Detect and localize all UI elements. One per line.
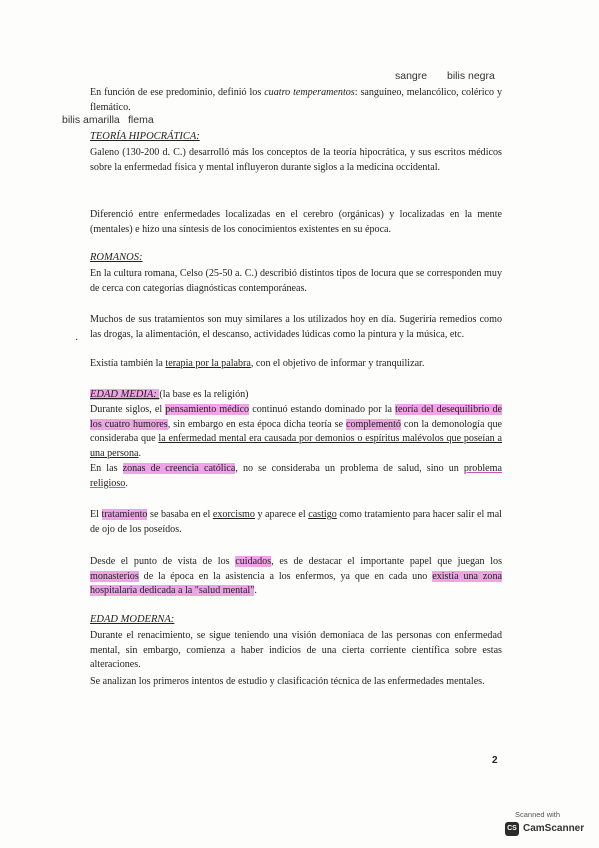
- annotation-flema: flema: [128, 114, 154, 126]
- media-paragraph-1: Durante siglos, el pensamiento médico continuó estando dominado por la teoría del desequilibrio de los cuatro humores, sin embargo en esta época dicha teoría se complementó con la demonología que consideraba que la enfermedad mental era causada por demonios o espíritus malévolos que poseían a una persona.: [90, 404, 503, 459]
- media-paragraph-3: El tratamiento se basaba en el exorcismo y aparece el castigo como tratamiento para hacer salir el mal de ojo de los poseídos.: [90, 509, 502, 535]
- heading-edad-media: EDAD MEDIA:: [90, 389, 160, 400]
- media-paragraph-4: Desde el punto de vista de los cuidados, es de destacar el importante papel que juegan los monasterios de la época en la asistencia a los enfermos, ya que en cada uno existía una zona hospitalaria dedicada a la "salud mental".: [90, 556, 503, 597]
- heading-romanos: ROMANOS:: [90, 252, 143, 263]
- media-paragraph-2: En las zonas de creencia católica, no se consideraba un problema de salud, sino un problema religioso.: [90, 463, 502, 489]
- stray-mark: ·: [75, 335, 79, 346]
- hipocratica-paragraph-2: Diferenció entre enfermedades localizadas en el cerebro (orgánicas) y localizadas en la mente (mentales) e hizo una síntesis de los conocimientos existentes en su época.: [90, 209, 502, 235]
- moderna-paragraph-1: Durante el renacimiento, se sigue teniendo una visión demoniaca de las personas con enfermedad mental, sin embargo, comienza a haber indicios de una cierta corriente científica sobre estas alteraciones.: [90, 630, 502, 671]
- romanos-paragraph-2: Muchos de sus tratamientos son muy similares a los utilizados hoy en día. Sugeriría remedios como las drogas, la alimentación, el descanso, actividades lúdicas como la pintura y la música, etc.: [90, 314, 502, 340]
- intro-paragraph: En función de ese predominio, definió los cuatro temperamentos: sanguíneo, melancólico, colérico y flemático.: [90, 87, 502, 113]
- camscanner-watermark: [503, 810, 589, 840]
- romanos-paragraph-3: Existía también la terapia por la palabra, con el objetivo de informar y tranquilizar.: [90, 358, 425, 369]
- camscanner-logo-icon: CS: [505, 822, 519, 836]
- hipocratica-paragraph-1: Galeno (130-200 d. C.) desarrolló más los conceptos de la teoría hipocrática, y sus escritos médicos sobre la enfermedad física y mental influyeron durante siglos a la medicina occidental.: [90, 147, 502, 173]
- annotation-bilis-amarilla: bilis amarilla: [62, 114, 120, 126]
- scanned-with-label: Scanned with: [515, 810, 561, 819]
- annotation-sangre: sangre: [395, 70, 428, 82]
- heading-teoria-hipocratica: TEORÍA HIPOCRÁTICA:: [90, 131, 200, 142]
- edad-media-heading-line: EDAD MEDIA: (la base es la religión): [90, 389, 249, 400]
- heading-edad-moderna: EDAD MODERNA:: [90, 614, 175, 625]
- moderna-paragraph-2: Se analizan los primeros intentos de estudio y clasificación técnica de las enfermedades mentales.: [90, 676, 485, 687]
- annotation-bilis-negra: bilis negra: [447, 70, 495, 82]
- camscanner-name: CamScanner: [523, 823, 585, 834]
- romanos-paragraph-1: En la cultura romana, Celso (25-50 a. C.) describió distintos tipos de locura que se corresponden muy de cerca con categorías diagnósticas contemporáneas.: [90, 268, 502, 294]
- page-number: 2: [492, 755, 498, 766]
